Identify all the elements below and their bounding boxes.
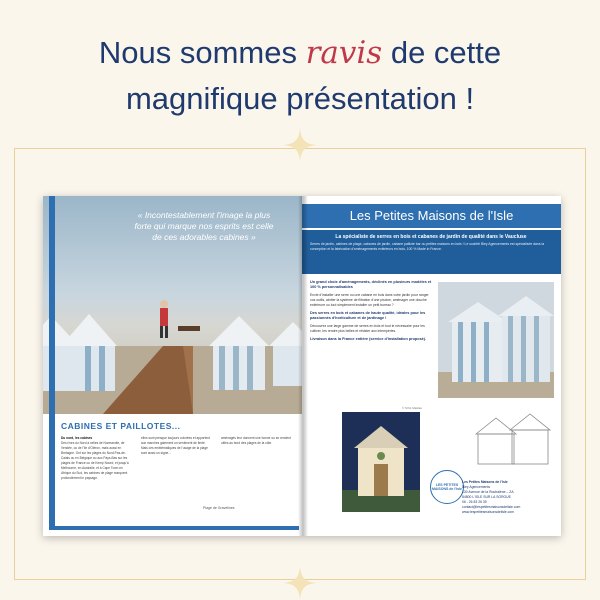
company-logo: LES PETITES MAISONS de l'Isle — [430, 470, 464, 504]
pull-quote: « Incontestablement l'image la plus forte qui marque nos esprits est celle de ces adorables cabines » — [134, 210, 274, 242]
article-subtitle: La spécialiste de serres en bois et cabanes de jardin de qualité dans le Vaucluse — [335, 234, 527, 240]
contact-block — [462, 480, 554, 515]
article-column — [61, 436, 133, 522]
body-heading: Livraison dans la France entière (service d'installation proposé). — [310, 337, 427, 341]
headline — [0, 30, 600, 122]
page-accent-bar — [49, 196, 55, 526]
contact-website: www.lespetitesmaisonsdelisle.com — [462, 510, 515, 514]
contact-phone: 06 - 26 83 26 39 — [462, 500, 487, 504]
contact-address: 130 Avenue de la Roubalène – ZA — [462, 490, 514, 494]
headline-text: Nous sommes — [98, 35, 306, 70]
column-text: aménagés leur donnent une bonne ou se rendent utiles au bord des plages de la côte. — [221, 436, 291, 445]
headline-line-1 — [0, 30, 600, 76]
contact-email: contact@lespetitesmaisonsdelisle.com — [462, 505, 521, 509]
article-columns — [61, 436, 293, 522]
headline-text: de cette — [382, 35, 502, 70]
body-text: Envie d'installer une serre ou une cabane en bois dans votre jardin pour ranger vos outils, abriter la système de filtration d'une piscine, aménager une douche extérieure ou tout simplement installer un petit bureau ? — [310, 293, 429, 307]
article-body — [310, 280, 432, 345]
headline-script-word: ravis — [305, 35, 383, 71]
photo-caption: Plage de Gravelines — [203, 506, 235, 510]
contact-name: Les Petites Maisons de l'Isle — [462, 480, 508, 484]
page-accent-bar — [49, 526, 299, 530]
night-cabin-photo — [342, 412, 420, 512]
sparkle-star-icon — [283, 566, 317, 600]
magazine-spread — [43, 196, 561, 536]
body-heading: Des serres en bois et cabanes de haute qualité, idéales pour les passionnés d'horticulture et de jardinage ! — [310, 311, 426, 320]
contact-company: Bley Agencements — [462, 485, 491, 489]
column-lead: Du nord, les cabines — [61, 436, 93, 440]
column-text: Des rives du Nord à celles de Normandie, de Vendée, ou de l'île d'Oléron, mais aussi en Bretagne. Ont sur les plages du Nord-Pas-de-Calais ou en Belgique ou aux Pays-Bas sur les plages de France ou de Kemp Noord, et jusqu'à Melbourne, en Australie, et à Cape Town en Afrique du Sud, les cabines de plage marquent profondément le paysage. — [61, 441, 129, 480]
magazine-left-page — [43, 196, 302, 536]
body-heading: Un grand choix d'aménagements, déclinés en plusieurs modèles et 100 % personnalisables — [310, 280, 432, 289]
sparkle-star-icon — [283, 128, 317, 162]
headline-line-2: magnifique présentation ! — [125, 81, 475, 116]
magazine-right-page — [302, 196, 561, 536]
section-heading: CABINES ET PAILLOTES... — [61, 421, 181, 431]
beach-hut-photo — [438, 282, 554, 398]
cabin-sketch — [466, 410, 554, 472]
contact-city: 84800 L'ISLE SUR LA SORGUE — [462, 495, 511, 499]
photo-credit: © SVG Médias — [402, 406, 422, 410]
beach-cabins-photo — [43, 196, 302, 414]
article-intro: Serres de jardin, cabines de plage, cabanes de jardin, cabane paillote bar ou petites maisons en bois ! Le société Bley Agencements est spécialisée dans la conception et la fabrication d'aménagements extérieurs en bois, 100 % Made in France. — [310, 242, 545, 251]
article-title: Les Petites Maisons de l'Isle — [349, 208, 514, 223]
page-gutter — [298, 196, 308, 536]
body-text: Découvrez une large gamme de serres en bois et tout le nécessaire pour les cultiver, les rendre plus belles et résister aux intempéries. — [310, 324, 425, 333]
column-text: elles sont presque toujours colorées et apportent aux marches gaiement un sentiment de fierté. Mais ces emblématiques de l'usage de la plage sont aussi un signe... — [141, 436, 210, 455]
